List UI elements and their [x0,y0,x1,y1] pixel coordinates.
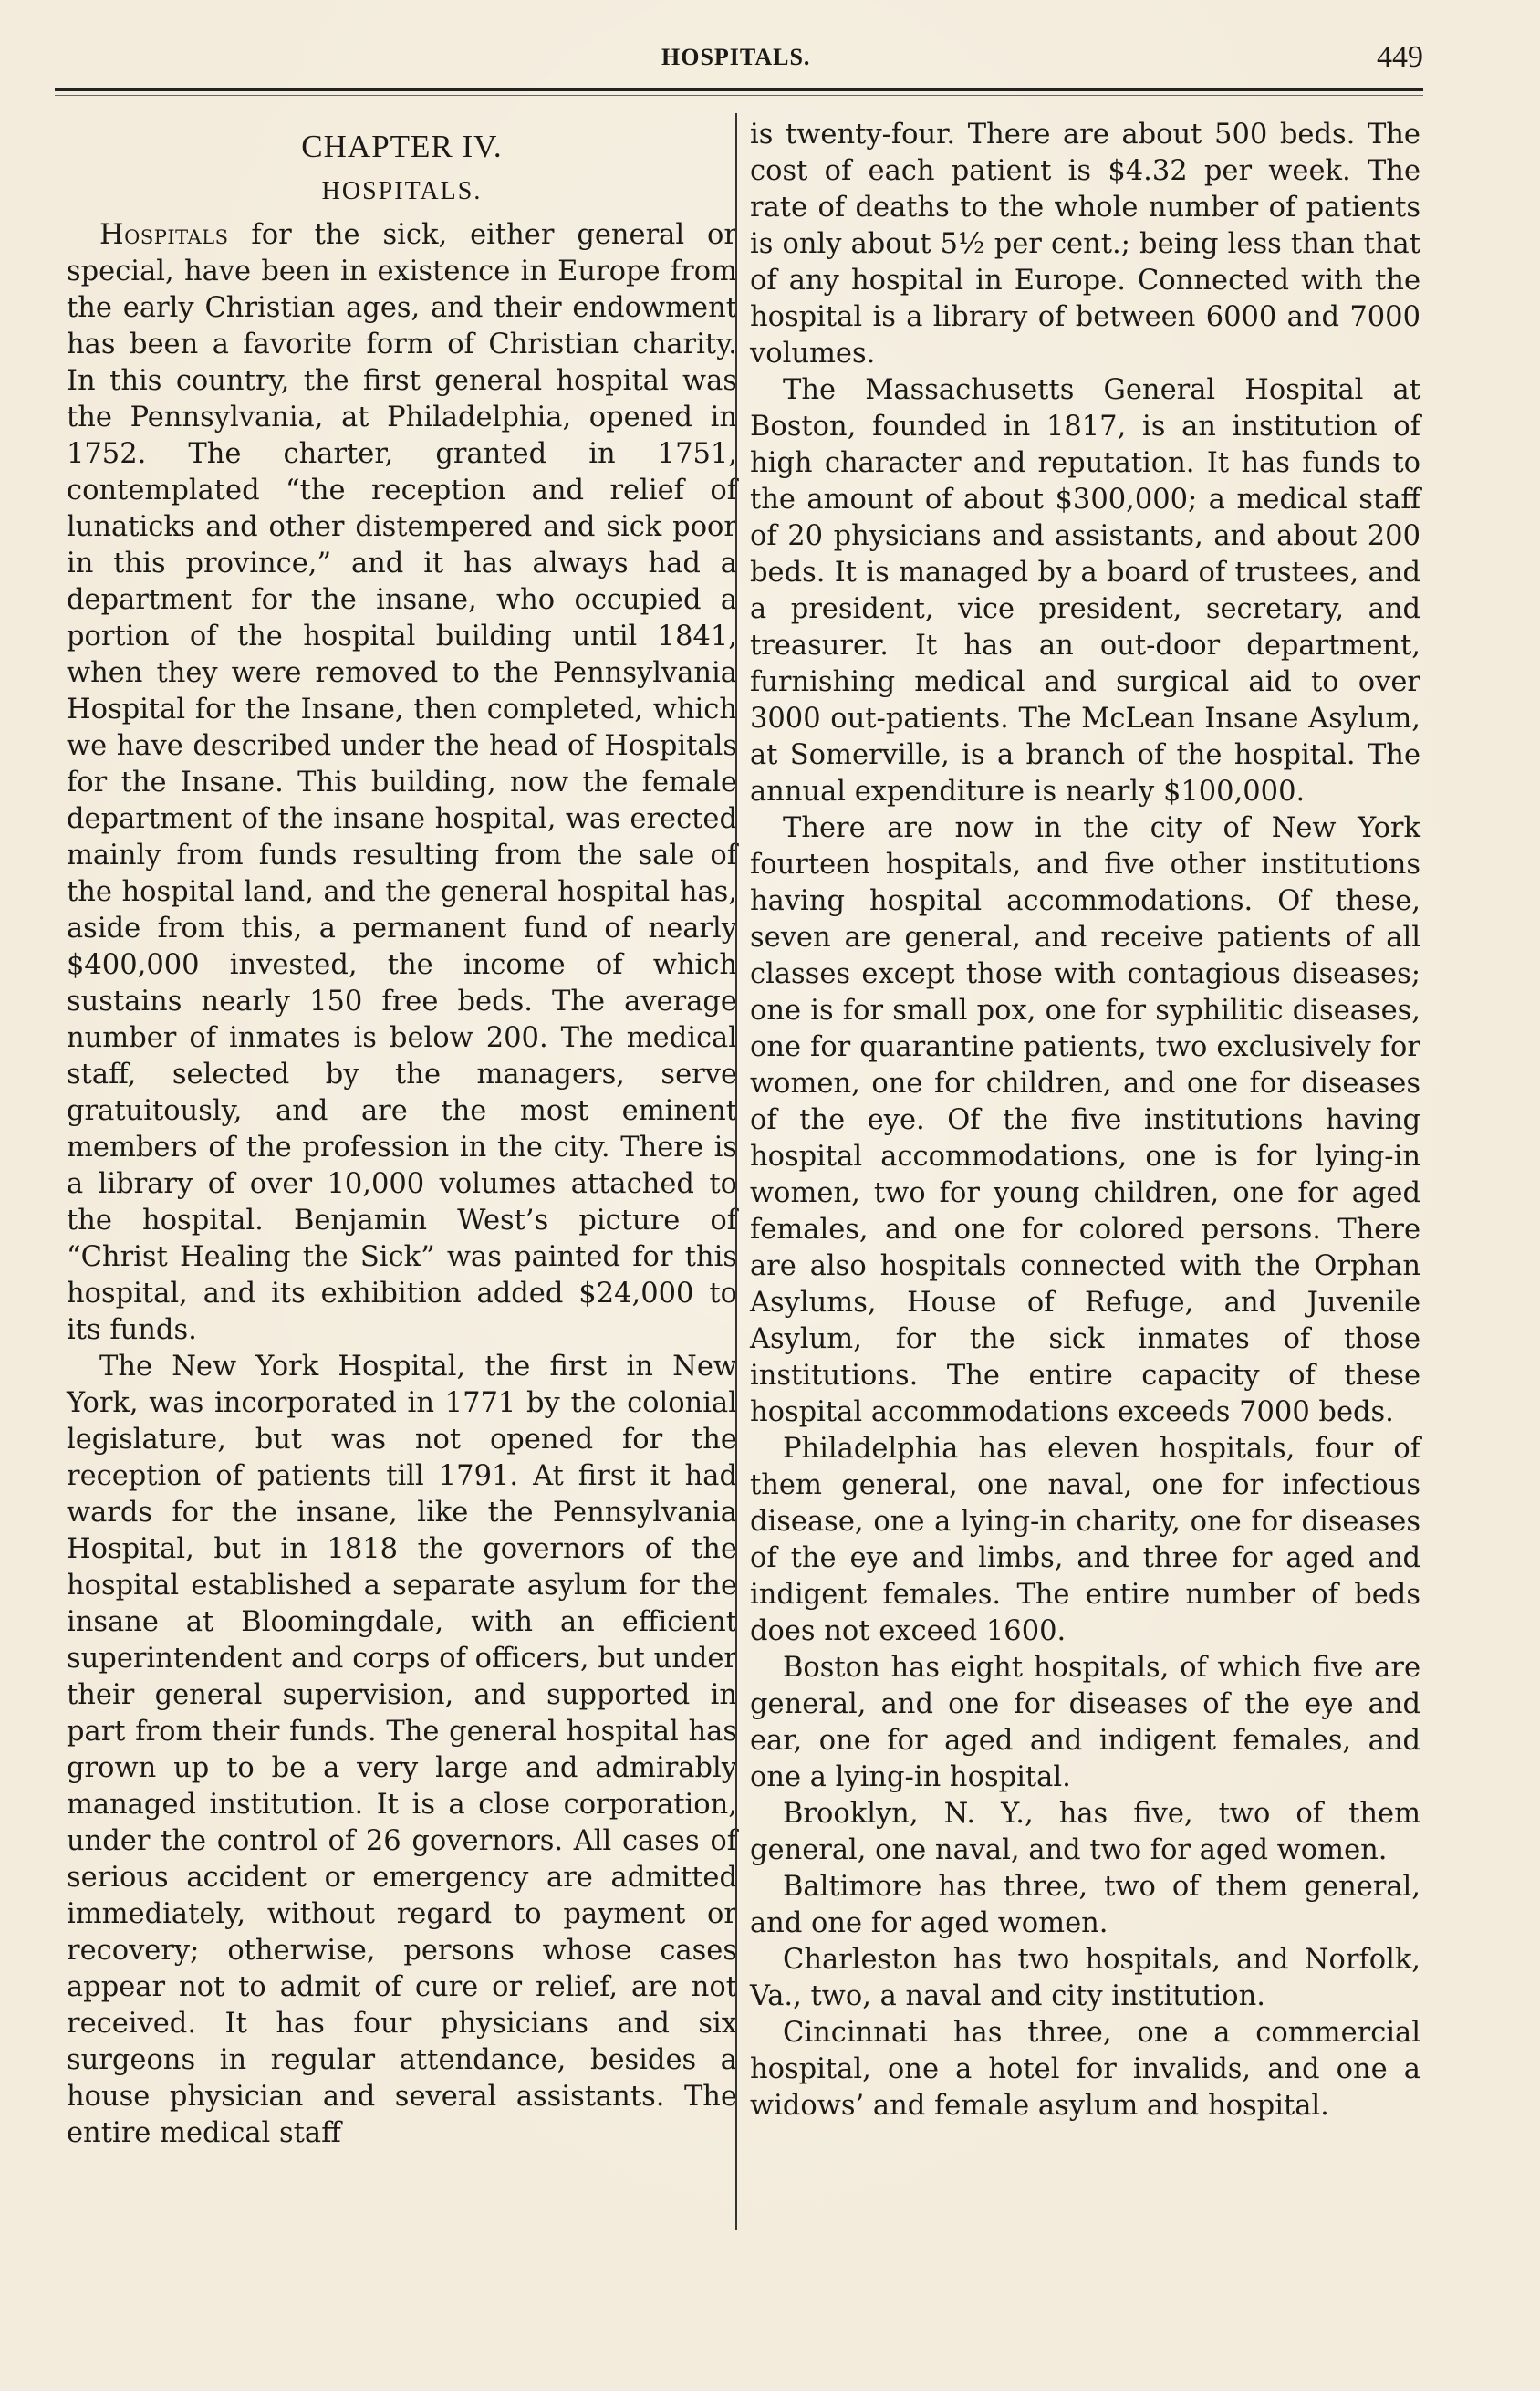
paragraph: There are now in the city of New York fourteen hospitals, and five other institutions having hospital accommodations. Of these, seven are general, and receive patients of all classes except those with contagious diseases; one is for small pox, one for syphilitic diseases, one for quarantine patients, two exclusively for women, one for children, and one for diseases of the eye. Of the five institutions having hospital accommodations, one is for lying-in women, two for young children, one for aged females, and one for colored persons. There are also hospitals connected with the Orphan Asylums, House of Refuge, and Juvenile Asylum, for the sick inmates of those institutions. The entire capacity of these hospital accommodations exceeds 7000 beds. [750,812,1420,1428]
paragraph: Cincinnati has three, one a commercial hospital, one a hotel for invalids, and one a widows’ and female asylum and hospital. [750,2017,1420,2122]
section-heading: HOSPITALS. [321,177,483,205]
paragraph: Baltimore has three, two of them general, and one for aged women. [750,1871,1420,1939]
page-number: 449 [1377,40,1423,74]
paragraph: The Massachusetts General Hospital at Boston, founded in 1817, is an institution of high character and reputation. It has funds to the amount of about $300,000; a medical staff of 20 physicians and assistants, and about 200 beds. It is managed by a board of trustees, and a president, vice president, secretary, and treasurer. It has an out-door department, furnishing medical and surgical aid to over 3000 out-patients. The McLean Insane Asylum, at Somerville, is a branch of the hospital. The annual expenditure is nearly $100,000. [750,374,1420,808]
paragraph: is twenty-four. There are about 500 beds. The cost of each patient is $4.32 per week. The rate of deaths to the whole number of patients is only about 5½ per cent.; being less than that of any hospital in Europe. Connected with the hospital is a library of between 6000 and 7000 volumes. [750,119,1420,370]
column-divider [735,113,737,2230]
right-column [750,117,1420,2125]
left-column [67,117,737,2152]
paragraph-text: for the sick, either general or special, have been in existence in Europe from the early Christian ages, and their endowment has been a favorite form of Christian charity. In this country, the first general hospital was the Pennsylvania, at Philadelphia, opened in 1752. The charter, granted in 1751, contemplated “the reception and relief of lunaticks and other distempered and sick poor in this province,” and it has always had a department for the insane, who occupied a portion of the hospital building until 1841, when they were removed to the Pennsylvania Hospital for the Insane, then completed, which we have described under the head of Hospitals for the Insane. This building, now the female department of the insane hospital, was erected mainly from funds resulting from the sale of the hospital land, and the general hospital has, aside from this, a permanent fund of nearly $400,000 invested, the income of which sustains nearly 150 free beds. The average number of inmates is below 200. The medical staff, selected by the managers, serve gratuitously, and are the most eminent members of the profession in the city. There is a library of over 10,000 volumes attached to the hospital. Benjamin West’s picture of “Christ Healing the Sick” was painted for this hospital, and its exhibition added $24,000 to its funds. [67,219,737,1346]
paragraph: Charleston has two hospitals, and Norfolk, Va., two, a naval and city institution. [750,1944,1420,2012]
lead-word: Hospitals [99,219,229,251]
header-rule [55,88,1423,91]
paragraph: The New York Hospital, the first in New York, was incorporated in 1771 by the colonial legislature, but was not opened for the reception of patients till 1791. At first it had wards for the insane, like the Pennsylvania Hospital, but in 1818 the governors of the hospital established a separate asylum for the insane at Bloomingdale, with an efficient superintendent and corps of officers, but under their general supervision, and supported in part from their funds. The general hospital has grown up to be a very large and admirably managed institution. It is a close corporation, under the control of 26 governors. All cases of serious accident or emergency are admitted immediately, without regard to payment or recovery; otherwise, persons whose cases appear not to admit of cure or relief, are not received. It has four physicians and six surgeons in regular attendance, besides a house physician and several assistants. The entire medical staff [67,1351,737,2149]
running-title: HOSPITALS. [661,44,811,70]
paragraph: Brooklyn, N. Y., has five, two of them general, one naval, and two for aged women. [750,1798,1420,1866]
paragraph: Boston has eight hospitals, of which five are general, and one for diseases of the eye and ear, one for aged and indigent females, and one a lying-in hospital. [750,1652,1420,1793]
paragraph: Philadelphia has eleven hospitals, four of them general, one naval, one for infectious disease, one a lying-in charity, one for diseases of the eye and limbs, and three for aged and indigent females. The entire number of beds does not exceed 1600. [750,1433,1420,1647]
chapter-heading: CHAPTER IV. [301,129,503,164]
page-header [55,40,1423,80]
header-rule-thin [55,95,1423,96]
paragraph [67,217,737,1349]
